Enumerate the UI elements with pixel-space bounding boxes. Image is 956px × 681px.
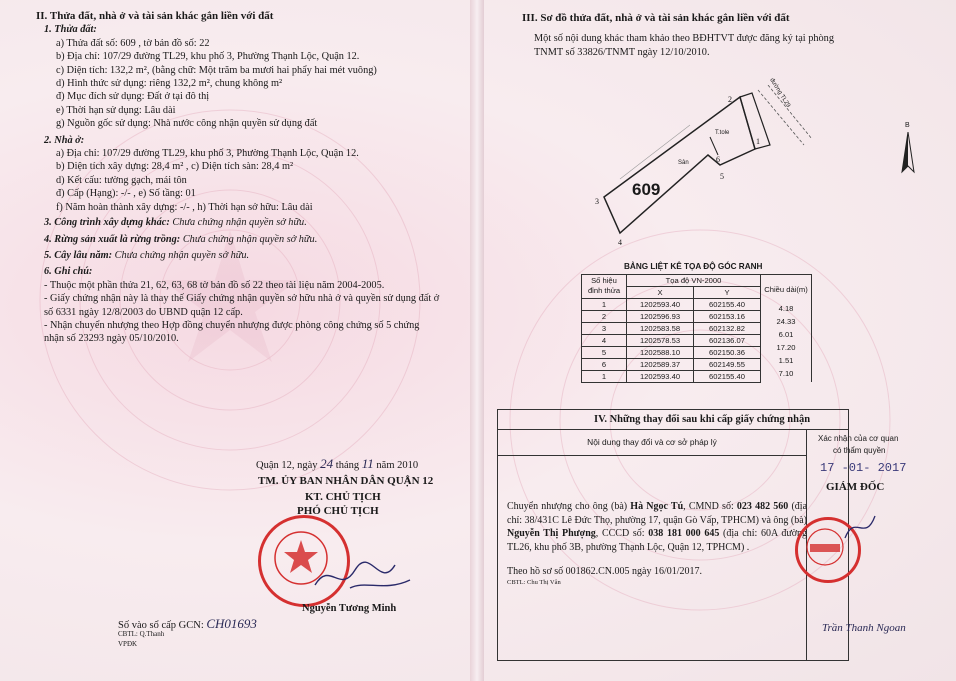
cell-y: 602132.82 bbox=[694, 322, 761, 334]
item5-value: Chưa chứng nhận quyền sở hữu. bbox=[114, 249, 250, 261]
cell-y: 602155.40 bbox=[694, 370, 761, 382]
cell-p: 4 bbox=[582, 334, 627, 346]
yard-line bbox=[620, 125, 690, 179]
signature-minh bbox=[310, 550, 420, 600]
change-content bbox=[507, 500, 807, 554]
dossier-ref: Theo hồ sơ số 001862.CN.005 ngày 16/01/2017. bbox=[507, 566, 703, 577]
grantee-2-address: (địa chỉ: 60A đường TL26, khu phố 3B, phường Thạnh Lộc, Quận 12, TPHCM) . bbox=[507, 528, 808, 553]
confirm-head-2: có thẩm quyền bbox=[833, 446, 886, 455]
signer-name: Nguyễn Tương Minh bbox=[302, 603, 397, 614]
section-4-title: IV. Những thay đổi sau khi cấp giấy chứng nhận bbox=[498, 410, 848, 430]
land-origin: g) Nguồn gốc sử dụng: Nhà nước công nhận quyền sử dụng đất bbox=[56, 118, 318, 130]
note-1: - Thuộc một phần thửa 21, 62, 63, 68 tờ bản đồ số 22 theo tài liệu năm 2004-2005. bbox=[44, 279, 385, 291]
item4-label: 4. Rừng sản xuất là rừng trồng: bbox=[44, 233, 181, 245]
cell-y: 602149.55 bbox=[694, 358, 761, 370]
north-arrow-icon bbox=[900, 132, 916, 178]
item5-label: 5. Cây lâu năm: bbox=[44, 249, 113, 261]
item3-value: Chưa chứng nhận quyền sở hữu. bbox=[172, 217, 307, 229]
section-2-title: II. Thửa đất, nhà ở và tài sản khác gắn liền với đất bbox=[36, 10, 274, 22]
house-title: 2. Nhà ở: bbox=[44, 134, 85, 146]
director-title: GIÁM ĐỐC bbox=[826, 481, 885, 493]
lengths-list bbox=[763, 304, 809, 382]
house-address: a) Địa chỉ: 107/29 đường TL29, khu phố 3, Phường Thạnh Lộc, Quận 12. bbox=[56, 148, 359, 160]
point-6: 6 bbox=[716, 155, 720, 164]
grantee-2: Nguyễn Thị Phượng bbox=[507, 528, 596, 539]
section-3-title: III. Sơ đồ thửa đất, nhà ở và tài sản khác gắn liền với đất bbox=[522, 12, 790, 24]
land-address: b) Địa chỉ: 107/29 đường TL29, khu phố 3, Phường Thạnh Lộc, Quận 12. bbox=[56, 51, 360, 63]
vpdk-left: VPĐK bbox=[118, 640, 138, 648]
cell-x: 1202588.10 bbox=[627, 346, 694, 358]
issuing-org: TM. ỦY BAN NHÂN DÂN QUẬN 12 bbox=[258, 475, 434, 487]
reg-label: Số vào sổ cấp GCN: bbox=[118, 620, 204, 631]
vice-chairman: PHÓ CHỦ TỊCH bbox=[297, 505, 379, 517]
point-5: 5 bbox=[720, 172, 724, 181]
land-parcel-no: a) Thửa đất số: 609 , tờ bản đồ số: 22 bbox=[56, 37, 210, 49]
label-road: đường TL29 bbox=[768, 77, 791, 109]
cell-y: 602155.40 bbox=[694, 298, 761, 310]
cell-p: 2 bbox=[582, 310, 627, 322]
plot-diagram bbox=[590, 85, 830, 255]
length-1: 4.18 bbox=[778, 304, 794, 313]
point-3: 3 bbox=[595, 197, 599, 206]
cbtl-right: CBTL: Chu Thị Vân bbox=[507, 579, 561, 586]
point-2: 2 bbox=[728, 95, 732, 104]
notes-title: 6. Ghi chú: bbox=[44, 266, 93, 278]
land-area: c) Diện tích: 132,2 m², (bằng chữ: Một trăm ba mươi hai phẩy hai mét vuông) bbox=[56, 64, 377, 76]
cell-x: 1202589.37 bbox=[627, 358, 694, 370]
coord-table-title: BẢNG LIỆT KÊ TỌA ĐỘ GÓC RANH bbox=[624, 262, 763, 271]
cell-y: 602136.07 bbox=[694, 334, 761, 346]
house-area: b) Diện tích xây dựng: 28,4 m² , c) Diện tích sàn: 28,4 m² bbox=[56, 161, 294, 173]
length-2: 24.33 bbox=[776, 317, 796, 326]
cbtl-left: CBTL: Q.Thanh bbox=[118, 630, 165, 638]
item3-label: 3. Công trình xây dựng khác: bbox=[44, 217, 170, 229]
grantee-1: Hà Ngọc Tú bbox=[630, 501, 684, 512]
th-coord: Tọa độ VN-2000 bbox=[627, 275, 761, 287]
th-length: Chiều dài(m) bbox=[764, 285, 808, 294]
length-4: 17.20 bbox=[776, 343, 796, 352]
ref-note-2: TNMT số 33826/TNMT ngày 12/10/2010. bbox=[534, 47, 710, 58]
cccd-number: 038 181 000 645 bbox=[648, 528, 720, 539]
cell-x: 1202583.58 bbox=[627, 322, 694, 334]
length-6: 7.10 bbox=[778, 369, 794, 378]
plot-number: 609 bbox=[632, 180, 661, 199]
point-4: 4 bbox=[618, 238, 622, 247]
house-year: f) Năm hoàn thành xây dựng: -/- , h) Thời hạn sở hữu: Lâu dài bbox=[56, 201, 313, 213]
cmnd-label: , CMND số: bbox=[683, 501, 734, 512]
land-title: 1. Thửa đất: bbox=[44, 24, 97, 36]
land-term: e) Thời hạn sử dụng: Lâu dài bbox=[56, 104, 176, 116]
cell-x: 1202593.40 bbox=[627, 298, 694, 310]
plot-inner-line bbox=[710, 137, 718, 155]
date-year: năm 2010 bbox=[376, 460, 419, 471]
note-2: - Giấy chứng nhận này là thay thế Giấy chứng nhận quyền sở hữu nhà ở và quyền sử dụng đất ở số 6331 ngày 12/8/2003 do UBND quận 12 cấp. bbox=[44, 293, 440, 318]
cell-p: 1 bbox=[582, 298, 627, 310]
cmnd-number: 023 482 560 bbox=[736, 501, 789, 512]
confirm-head-1: Xác nhận của cơ quan bbox=[818, 434, 899, 443]
land-usage-form: d) Hình thức sử dụng: riêng 132,2 m², chung không m² bbox=[56, 78, 283, 90]
cell-p: 1 bbox=[582, 370, 627, 382]
cell-x: 1202578.53 bbox=[627, 334, 694, 346]
ref-note-1: Một số nội dung khác tham khảo theo BĐHTVT được đăng ký tại phòng bbox=[534, 33, 834, 44]
reg-number: CH01693 bbox=[206, 616, 257, 631]
note-3: - Nhận chuyển nhượng theo Hợp đồng chuyển nhượng được phòng công chứng số 5 chứng nhận số 23293 ngày 05/10/2010. bbox=[44, 319, 420, 345]
th-x: X bbox=[627, 286, 694, 298]
left-page bbox=[36, 10, 456, 346]
grantee-1-address: (địa chỉ: 38/431C Lê Đức Thọ, phường 17, quận Gò Vấp, TPHCM) và ông (bà) bbox=[507, 501, 808, 526]
cccd-label: , CCCD số: bbox=[595, 528, 645, 539]
cell-y: 602150.36 bbox=[694, 346, 761, 358]
length-5: 1.51 bbox=[778, 356, 794, 365]
th-point-2: đỉnh thửa bbox=[587, 286, 621, 296]
date-prefix: Quận 12, ngày bbox=[256, 460, 318, 471]
house-structure: d) Kết cấu: tường gạch, mái tôn bbox=[56, 174, 187, 186]
perennial bbox=[44, 249, 456, 262]
th-y: Y bbox=[694, 286, 761, 298]
signature-right-mark bbox=[840, 508, 880, 548]
other-construction bbox=[44, 216, 456, 229]
th-point-1: Số hiệu bbox=[591, 276, 617, 286]
date-month: 11 bbox=[361, 456, 374, 471]
confirm-date-stamp: 17 -01- 2017 bbox=[820, 461, 907, 475]
cell-x: 1202596.93 bbox=[627, 310, 694, 322]
cell-x: 1202593.40 bbox=[627, 370, 694, 382]
forest bbox=[44, 233, 456, 246]
north-label: B bbox=[905, 122, 910, 129]
cell-y: 602153.16 bbox=[694, 310, 761, 322]
kt-chairman: KT. CHỦ TỊCH bbox=[305, 491, 381, 503]
cell-p: 5 bbox=[582, 346, 627, 358]
date-day: 24 bbox=[320, 456, 334, 471]
cell-p: 3 bbox=[582, 322, 627, 334]
signer-2-name: Trần Thanh Ngoan bbox=[822, 622, 906, 634]
issue-date bbox=[256, 456, 418, 472]
col-change-content: Nội dung thay đổi và cơ sở pháp lý bbox=[498, 430, 807, 456]
table-header-row bbox=[582, 275, 812, 287]
th-point bbox=[582, 275, 627, 299]
change-text: Chuyển nhượng cho ông (bà) bbox=[507, 501, 628, 512]
length-col bbox=[761, 275, 812, 383]
land-purpose: đ) Mục đích sử dụng: Đất ở tại đô thị bbox=[56, 91, 210, 103]
date-mid: tháng bbox=[335, 460, 360, 471]
item4-value: Chưa chứng nhận quyền sở hữu. bbox=[182, 233, 318, 245]
point-1: 1 bbox=[756, 137, 760, 146]
page-fold bbox=[470, 0, 484, 681]
plot-outline-front bbox=[740, 93, 770, 149]
label-yard: Sân bbox=[678, 160, 689, 166]
house-grade: đ) Cấp (Hạng): -/- , e) Số tầng: 01 bbox=[56, 188, 196, 200]
road-edge bbox=[758, 85, 812, 145]
cell-p: 6 bbox=[582, 358, 627, 370]
length-3: 6.01 bbox=[778, 330, 794, 339]
label-tole: T.tole bbox=[715, 130, 730, 136]
coord-table bbox=[581, 274, 812, 383]
